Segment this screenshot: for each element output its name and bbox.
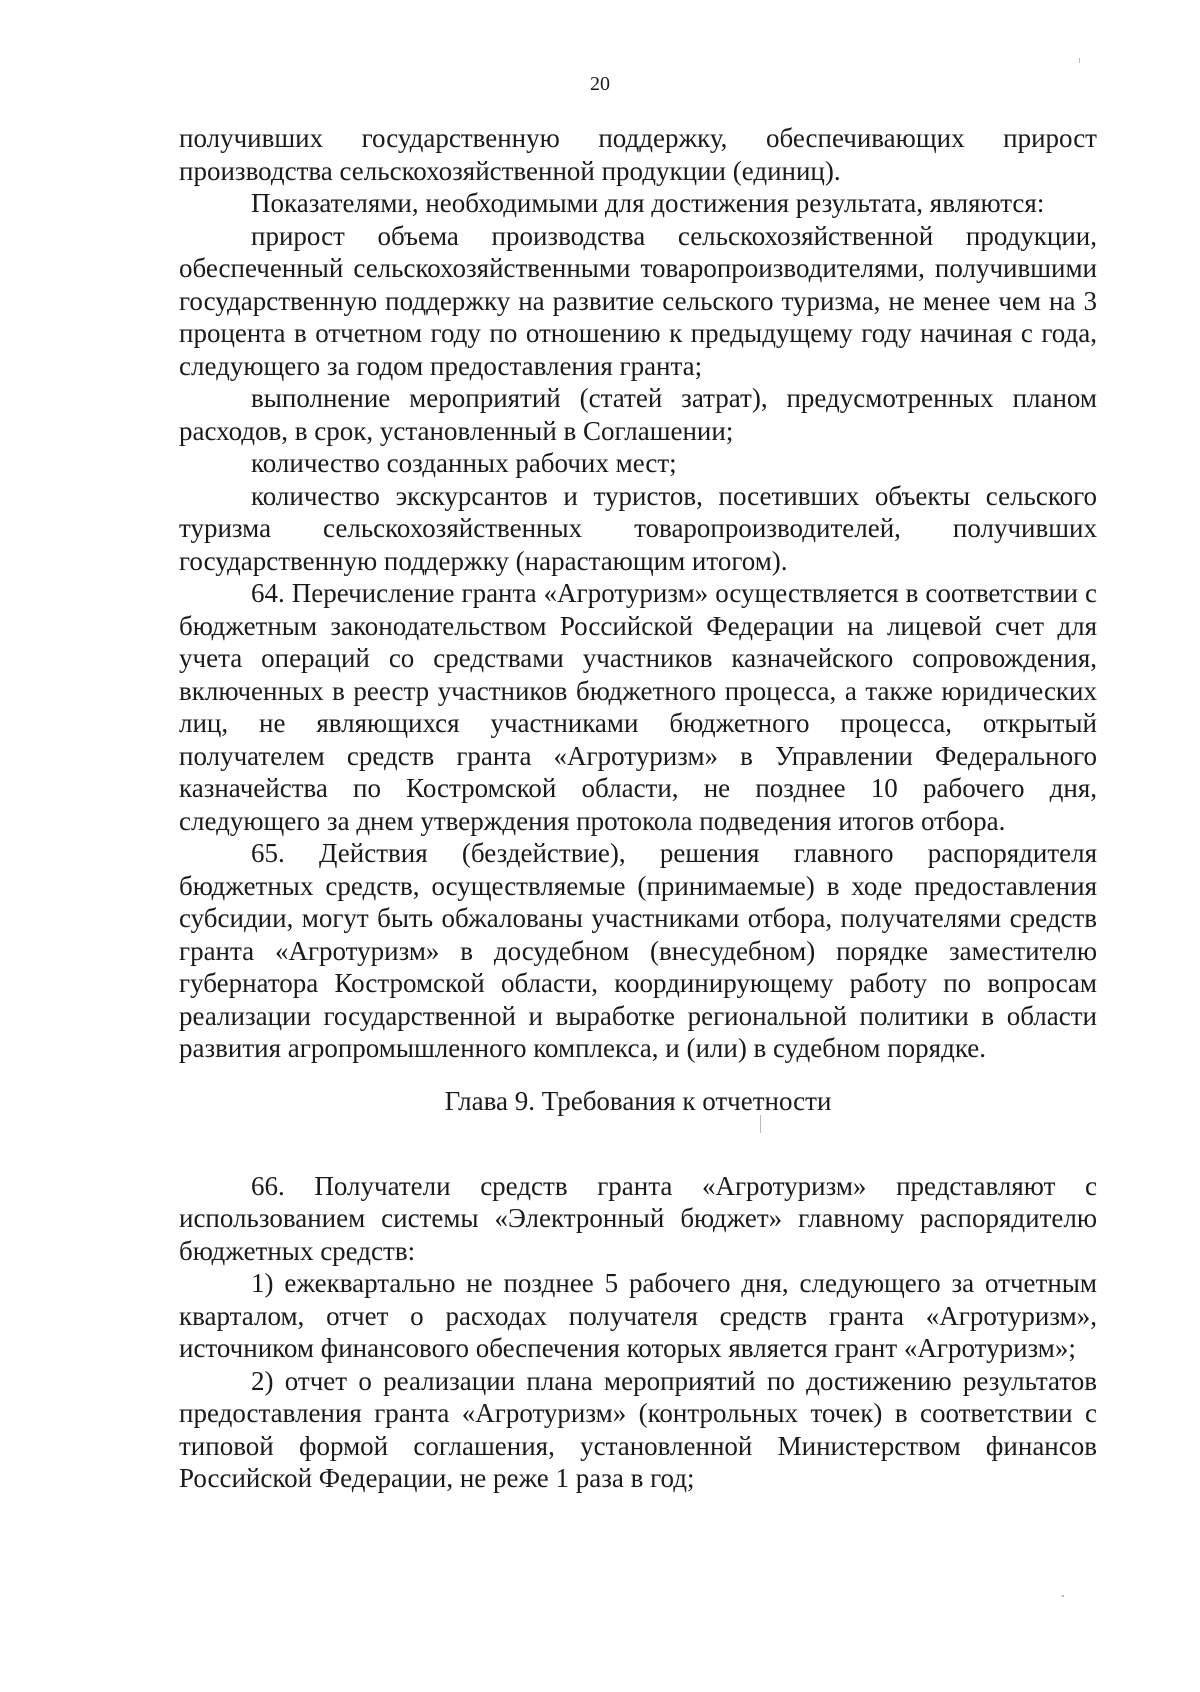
- paragraph: количество экскурсантов и туристов, посетивших объекты сельского туризма сельскохозяйственных товаропроизводителей, получивших государственную поддержку (нарастающим итогом).: [179, 480, 1097, 576]
- paragraph-item-65: 65. Действия (бездействие), решения главного распорядителя бюджетных средств, осуществляемые (принимаемые) в ходе предоставления субсидии, могут быть обжалованы участниками отбора, получателями средств гранта «Агротуризм» в досудебном (внесудебном) порядке заместителю губернатора Костромской области, координирующему работу по вопросам реализации государственной и выработке региональной политики в области развития агропромышленного комплекса, и (или) в судебном порядке.: [179, 838, 1097, 1063]
- paragraph: прирост объема производства сельскохозяйственной продукции, обеспеченный сельскохозяйственными товаропроизводителями, получившими государственную поддержку на развитие сельского туризма, не менее чем на 3 процента в отчетном году по отношению к предыдущему году начиная с года, следующего за годом предоставления гранта;: [179, 220, 1097, 381]
- paragraph: Показателями, необходимыми для достижения результата, являются:: [251, 188, 1045, 218]
- document-body: [179, 122, 1097, 1495]
- paragraph: количество созданных рабочих мест;: [251, 448, 677, 478]
- list-item-2: 2) отчет о реализации плана мероприятий по достижению результатов предоставления гранта «Агротуризм» (контрольных точек) в соответствии с типовой формой соглашения, установленной Министерством финансов Российской Федерации, не реже 1 раза в год;: [179, 1365, 1097, 1493]
- scan-mark: [760, 1115, 761, 1133]
- page-number: 20: [590, 73, 610, 95]
- paragraph: выполнение мероприятий (статей затрат), предусмотренных планом расходов, в срок, установленный в Соглашении;: [179, 383, 1097, 446]
- list-item-1: 1) ежеквартально не позднее 5 рабочего дня, следующего за отчетным кварталом, отчет о расходах получателя средств гранта «Агротуризм», источником финансового обеспечения которых является грант «Агротуризм»;: [179, 1268, 1097, 1363]
- spacer: [179, 1137, 1097, 1170]
- paragraph: получивших государственную поддержку, обеспечивающих прирост производства сельскохозяйственной продукции (единиц).: [179, 123, 1097, 186]
- paragraph-item-66: 66. Получатели средств гранта «Агротуризм» представляют с использованием системы «Электронный бюджет» главному распорядителю бюджетных средств:: [179, 1170, 1097, 1266]
- paragraph-item-64: 64. Перечисление гранта «Агротуризм» осуществляется в соответствии с бюджетным законодательством Российской Федерации на лицевой счет для учета операций со средствами участников казначейского сопровождения, включенных в реестр участников бюджетного процесса, а также юридических лиц, не являющихся участниками бюджетного процесса, открытый получателем средств гранта «Агротуризм» в Управлении Федерального казначейства по Костромской области, не позднее 10 рабочего дня, следующего за днем утверждения протокола подведения итогов отбора.: [179, 578, 1097, 836]
- chapter-heading: Глава 9. Требования к отчетности: [444, 1085, 832, 1116]
- scan-mark: [1062, 1595, 1064, 1597]
- scan-mark: [1079, 58, 1080, 63]
